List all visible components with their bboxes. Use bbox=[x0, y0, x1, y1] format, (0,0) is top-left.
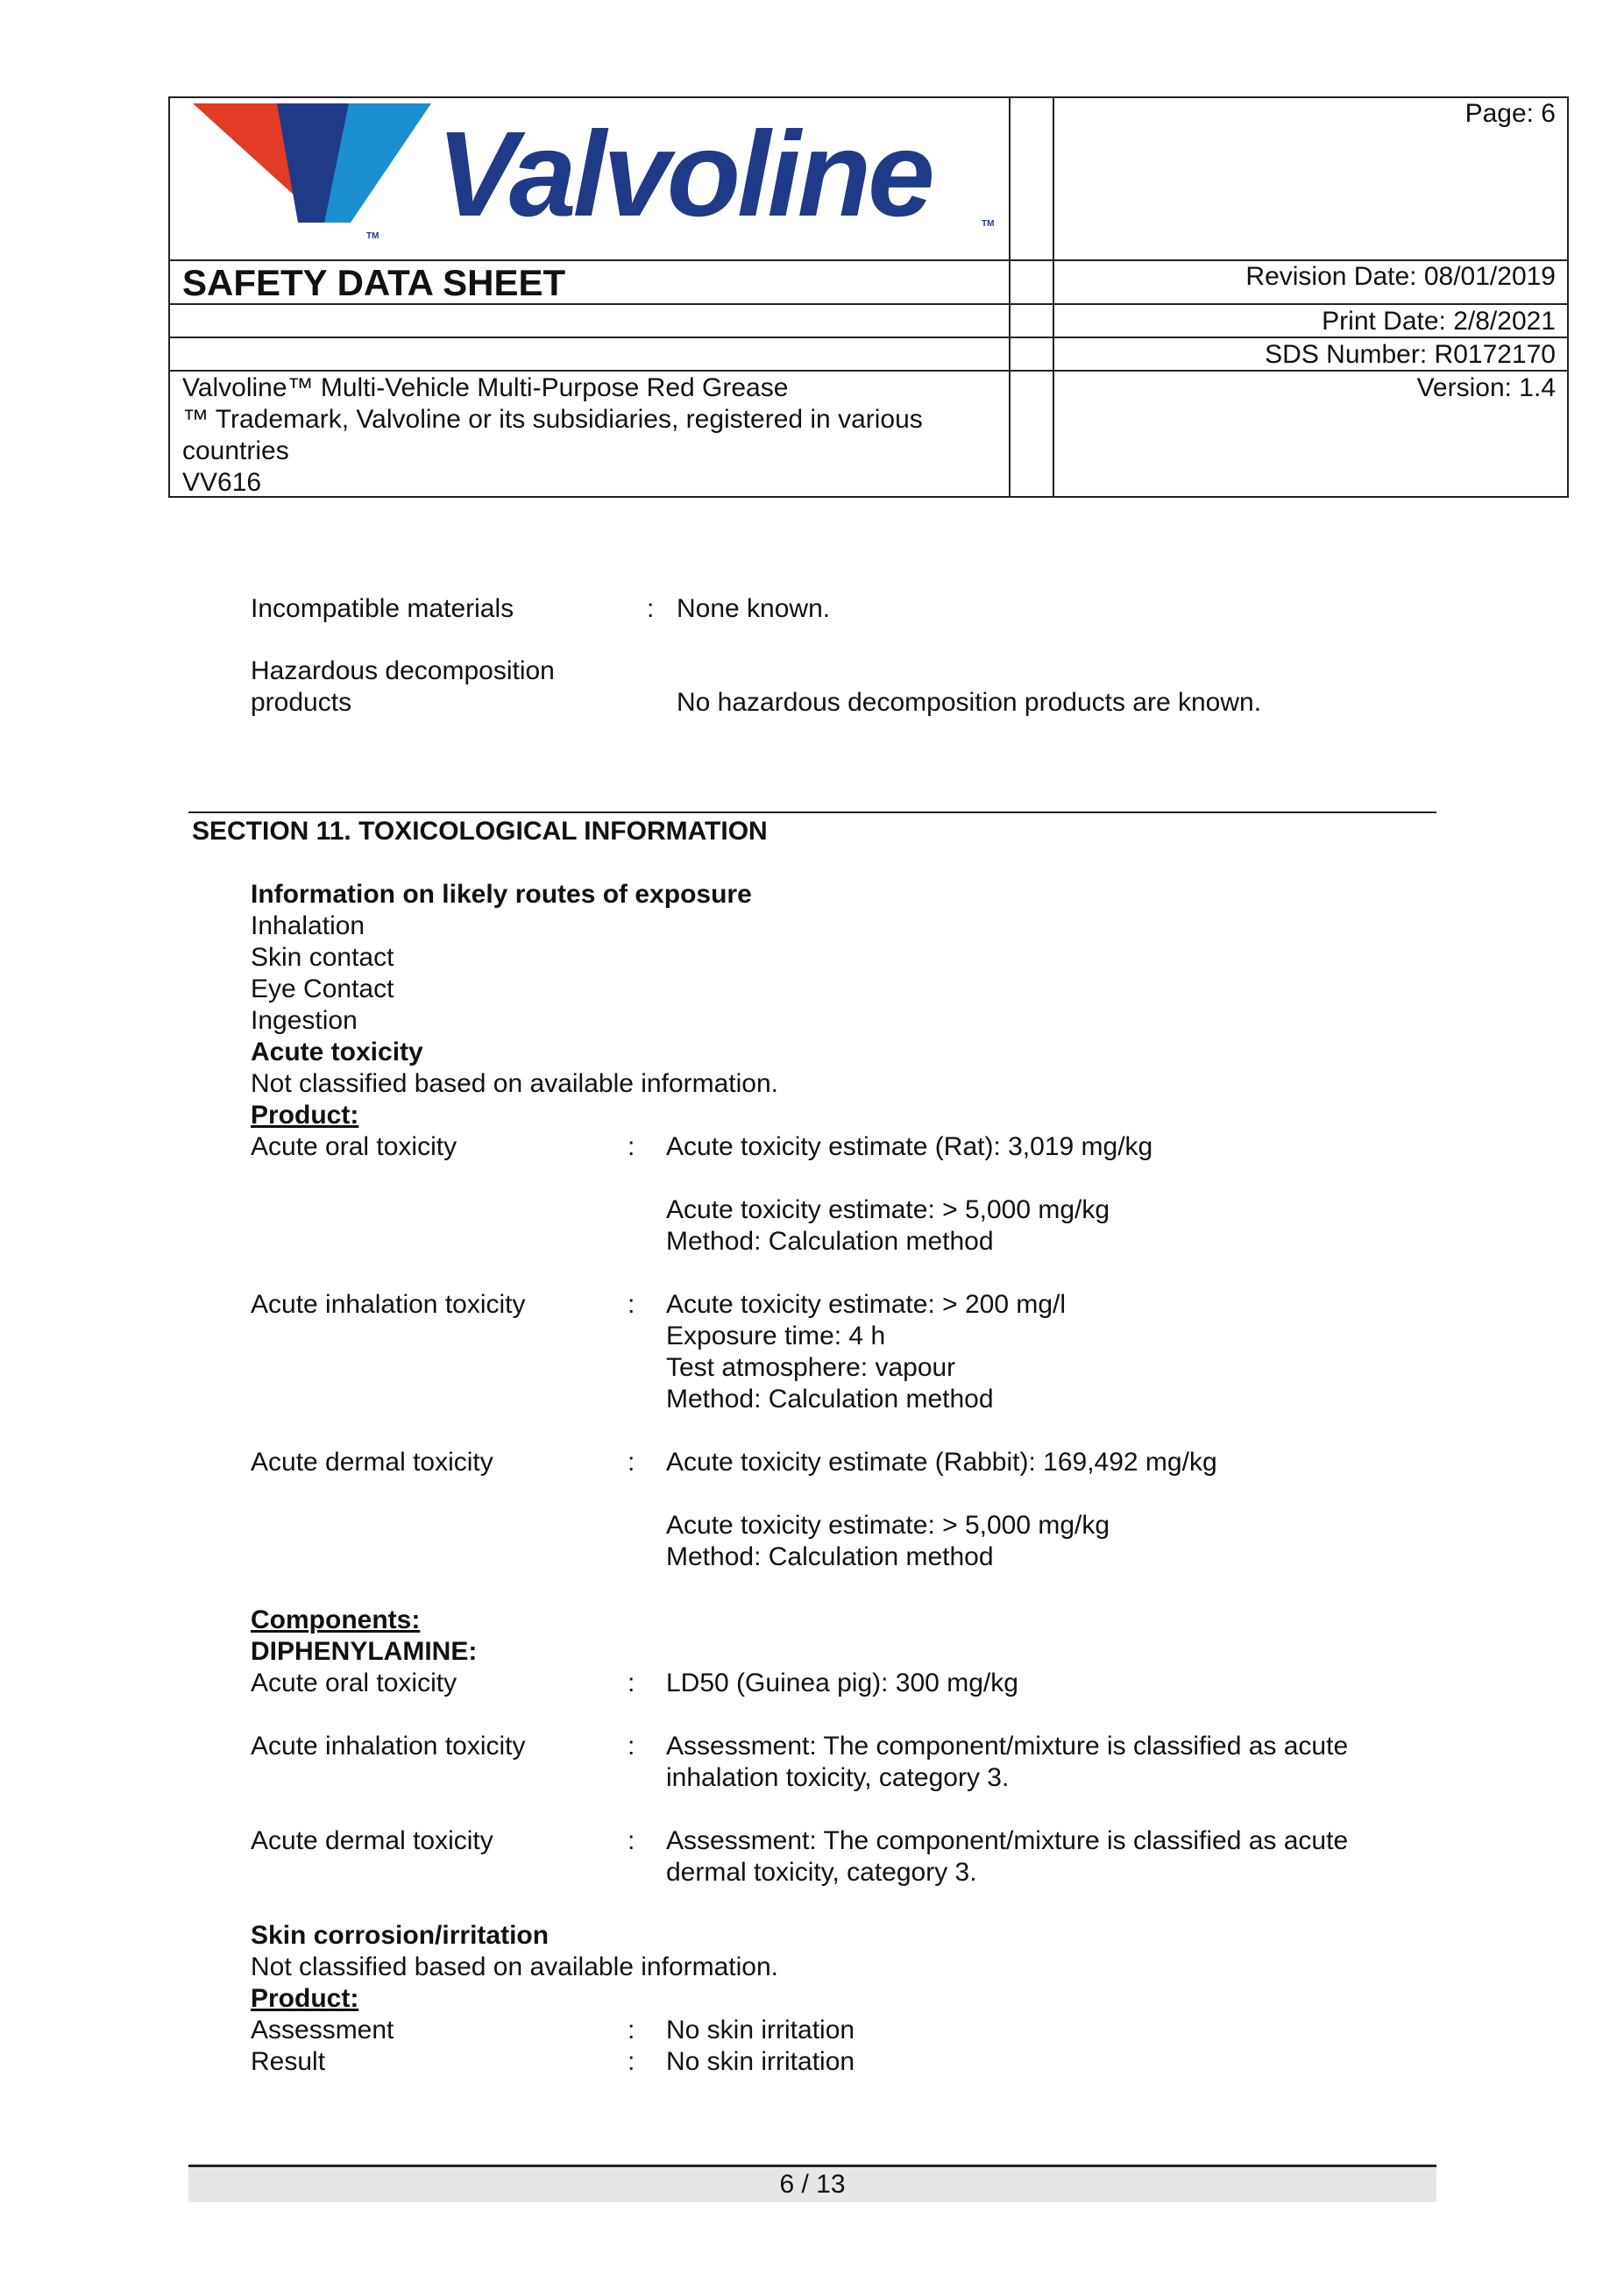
component-inhalation-value: Assessment: The component/mixture is classified as acute bbox=[666, 1732, 1349, 1761]
route-item: Skin contact bbox=[251, 943, 394, 972]
acute-toxicity-note: Not classified based on available information. bbox=[251, 1069, 779, 1098]
product-name: Valvoline™ Multi-Vehicle Multi-Purpose Red Grease bbox=[182, 373, 789, 402]
section-11-title: SECTION 11. TOXICOLOGICAL INFORMATION bbox=[192, 817, 768, 846]
skin-corrosion-note: Not classified based on available information. bbox=[251, 1952, 779, 1981]
svg-text:TM: TM bbox=[366, 231, 379, 241]
product-code: VV616 bbox=[182, 468, 262, 497]
colon: : bbox=[628, 2016, 635, 2044]
skin-assessment-label: Assessment bbox=[251, 2016, 394, 2044]
product-inhalation-exposure: Exposure time: 4 h bbox=[666, 1322, 886, 1350]
route-item: Ingestion bbox=[251, 1006, 358, 1035]
trademark-line: ™ Trademark, Valvoline or its subsidiaries, registered in various bbox=[182, 405, 923, 434]
revision-date: Revision Date: 08/01/2019 bbox=[1245, 262, 1556, 291]
product-inhalation-atmosphere: Test atmosphere: vapour bbox=[666, 1353, 956, 1382]
routes-heading: Information on likely routes of exposure bbox=[251, 880, 752, 909]
colon: : bbox=[628, 1448, 635, 1477]
valvoline-wordmark: Valvoline bbox=[436, 107, 932, 242]
component-name: DIPHENYLAMINE: bbox=[251, 1637, 478, 1666]
product-dermal-value: Acute toxicity estimate: > 5,000 mg/kg bbox=[666, 1511, 1110, 1540]
colon: : bbox=[628, 1290, 635, 1319]
page-counter: 6 / 13 bbox=[779, 2170, 846, 2199]
product-oral-label: Acute oral toxicity bbox=[251, 1132, 457, 1161]
page-label: Page: 6 bbox=[1464, 99, 1556, 128]
component-oral-value: LD50 (Guinea pig): 300 mg/kg bbox=[666, 1669, 1018, 1697]
hazardous-decomposition-value: No hazardous decomposition products are known. bbox=[677, 688, 1262, 717]
product-oral-value: Acute toxicity estimate: > 5,000 mg/kg bbox=[666, 1195, 1110, 1224]
component-inhalation-label: Acute inhalation toxicity bbox=[251, 1732, 526, 1761]
components-heading: Components: bbox=[251, 1605, 421, 1634]
colon: : bbox=[628, 1732, 635, 1761]
product-inhalation-method: Method: Calculation method bbox=[666, 1385, 994, 1414]
colon: : bbox=[647, 594, 655, 623]
skin-result-label: Result bbox=[251, 2047, 326, 2076]
skin-result-value: No skin irritation bbox=[666, 2047, 855, 2076]
route-item: Inhalation bbox=[251, 911, 365, 940]
component-dermal-value: Assessment: The component/mixture is classified as acute bbox=[666, 1826, 1349, 1855]
trademark-mark: TM bbox=[982, 219, 995, 229]
skin-corrosion-heading: Skin corrosion/irritation bbox=[251, 1921, 550, 1950]
colon: : bbox=[628, 1826, 635, 1855]
incompatible-materials-value: None known. bbox=[677, 594, 831, 623]
skin-product-heading: Product: bbox=[251, 1984, 359, 2013]
version: Version: 1.4 bbox=[1416, 373, 1556, 402]
valvoline-logo bbox=[193, 100, 1008, 258]
product-dermal-method: Method: Calculation method bbox=[666, 1542, 994, 1571]
colon: : bbox=[628, 2047, 635, 2076]
hazardous-decomposition-label-cont: products bbox=[251, 688, 352, 717]
incompatible-materials-label: Incompatible materials bbox=[251, 594, 514, 623]
colon: : bbox=[628, 1132, 635, 1161]
acute-toxicity-heading: Acute toxicity bbox=[251, 1038, 423, 1067]
colon: : bbox=[628, 1669, 635, 1697]
product-inhalation-label: Acute inhalation toxicity bbox=[251, 1290, 526, 1319]
product-inhalation-value: Acute toxicity estimate: > 200 mg/l bbox=[666, 1290, 1067, 1319]
route-item: Eye Contact bbox=[251, 974, 394, 1003]
product-oral-value: Acute toxicity estimate (Rat): 3,019 mg/kg bbox=[666, 1132, 1153, 1161]
section-divider bbox=[188, 811, 1436, 813]
component-oral-label: Acute oral toxicity bbox=[251, 1669, 457, 1697]
product-dermal-label: Acute dermal toxicity bbox=[251, 1448, 493, 1477]
product-heading: Product: bbox=[251, 1101, 359, 1130]
hazardous-decomposition-label: Hazardous decomposition bbox=[251, 656, 555, 685]
component-dermal-value-cont: dermal toxicity, category 3. bbox=[666, 1858, 977, 1887]
component-dermal-label: Acute dermal toxicity bbox=[251, 1826, 493, 1855]
skin-assessment-value: No skin irritation bbox=[666, 2016, 855, 2044]
print-date: Print Date: 2/8/2021 bbox=[1322, 307, 1556, 336]
trademark-line-cont: countries bbox=[182, 436, 289, 465]
component-inhalation-value-cont: inhalation toxicity, category 3. bbox=[666, 1763, 1010, 1792]
sds-number: SDS Number: R0172170 bbox=[1265, 340, 1556, 369]
product-dermal-value: Acute toxicity estimate (Rabbit): 169,492 mg/kg bbox=[666, 1448, 1217, 1477]
product-oral-method: Method: Calculation method bbox=[666, 1227, 994, 1256]
doc-title: SAFETY DATA SHEET bbox=[182, 262, 566, 303]
